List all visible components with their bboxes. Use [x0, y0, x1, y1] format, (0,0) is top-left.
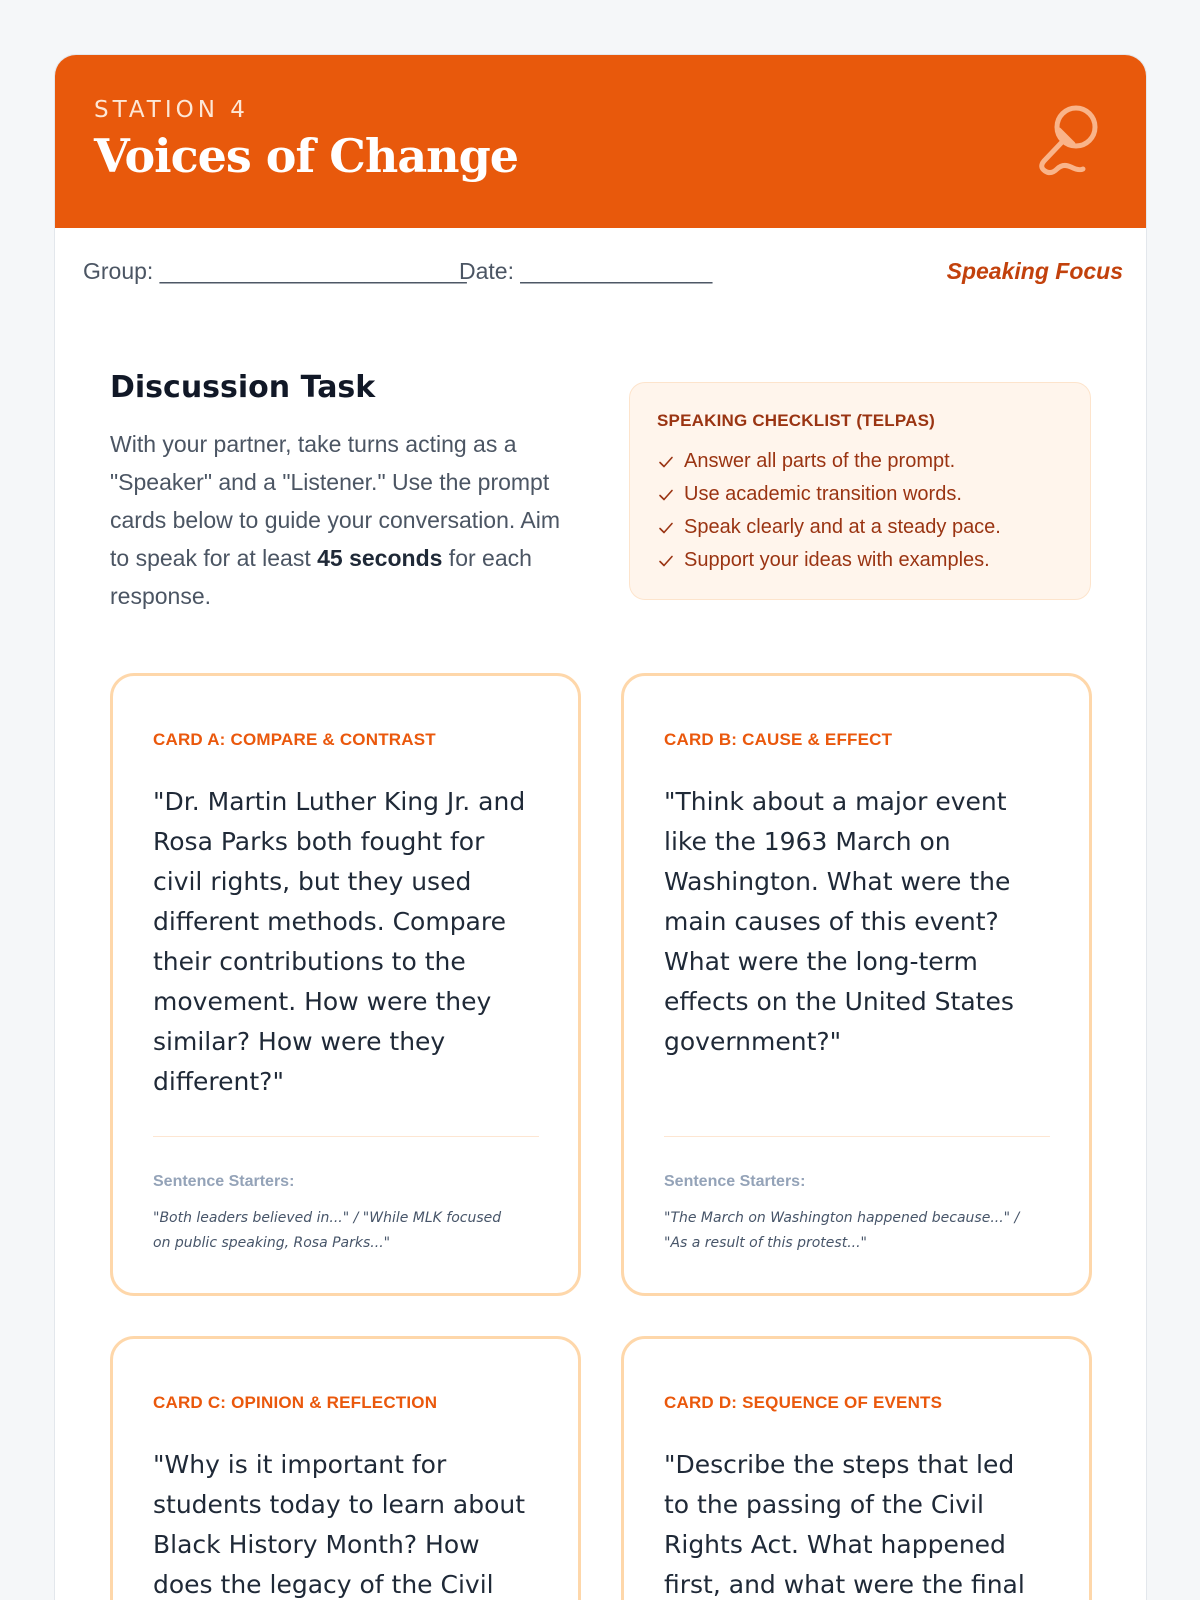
checkmark-icon [657, 519, 675, 537]
group-field[interactable]: Group: ________________________ [83, 258, 467, 284]
task-duration: 45 seconds [317, 545, 443, 571]
focus-tag: Speaking Focus [946, 258, 1123, 284]
card-label: CARD A: COMPARE & CONTRAST [153, 730, 436, 749]
prompt-card-c [110, 1336, 581, 1600]
card-label: CARD C: OPINION & REFLECTION [153, 1393, 438, 1412]
checklist-item [657, 544, 1063, 577]
speaking-checklist [629, 382, 1091, 600]
station-header [55, 55, 1146, 228]
checkmark-icon [657, 453, 675, 471]
prompt-card-b [621, 673, 1092, 1296]
card-label: CARD D: SEQUENCE OF EVENTS [664, 1393, 943, 1412]
task-instructions [110, 425, 580, 615]
sentence-starters-label: Sentence Starters: [664, 1173, 806, 1190]
sentence-starters: "The March on Washington happened because..." / "As a result of this protest..." [664, 1210, 1020, 1251]
checklist-item-text: Speak clearly and at a steady pace. [684, 516, 1001, 538]
checklist-item [657, 511, 1063, 544]
checkmark-icon [657, 486, 675, 504]
worksheet-page [54, 54, 1147, 1600]
task-instructions-text: With your partner, take turns acting as a "Speaker" and a "Listener." Use the prompt cards below to guide your conversation. Aim to speak for at least [110, 431, 561, 571]
checklist-title: SPEAKING CHECKLIST (TELPAS) [657, 411, 936, 430]
prompt-card-a [110, 673, 581, 1296]
checklist-list [657, 445, 1063, 577]
card-question: "Why is it important for students today to learn about Black History Month? How does the legacy of the Civil [153, 1450, 526, 1599]
station-title: Voices of Change [94, 129, 519, 183]
date-field[interactable]: Date: _______________ [459, 258, 713, 284]
checklist-item [657, 445, 1063, 478]
checklist-item [657, 478, 1063, 511]
task-instructions-end: for each response. [110, 545, 532, 609]
prompt-card-d [621, 1336, 1092, 1600]
card-divider [664, 1136, 1050, 1137]
task-title: Discussion Task [110, 370, 376, 405]
checkmark-icon [657, 552, 675, 570]
microphone-icon [1037, 101, 1103, 179]
checklist-item-text: Use academic transition words. [684, 483, 962, 505]
card-question: "Dr. Martin Luther King Jr. and Rosa Parks both fought for civil rights, but they used different methods. Compare their contributions to the movement. How were they similar? How were they different?" [153, 787, 526, 1096]
meta-row [83, 258, 1123, 294]
card-label: CARD B: CAUSE & EFFECT [664, 730, 893, 749]
sentence-starters-label: Sentence Starters: [153, 1173, 295, 1190]
card-question: "Describe the steps that led to the passing of the Civil Rights Act. What happened first, and what were the final [664, 1450, 1025, 1599]
checklist-item-text: Support your ideas with examples. [684, 549, 990, 571]
station-number: STATION 4 [94, 97, 249, 123]
card-question: "Think about a major event like the 1963 March on Washington. What were the main causes of this event? What were the long-term effects on the United States government?" [664, 787, 1014, 1056]
sentence-starters: "Both leaders believed in..." / "While MLK focused on public speaking, Rosa Parks..." [153, 1210, 502, 1251]
card-divider [153, 1136, 539, 1137]
checklist-item-text: Answer all parts of the prompt. [684, 450, 956, 472]
